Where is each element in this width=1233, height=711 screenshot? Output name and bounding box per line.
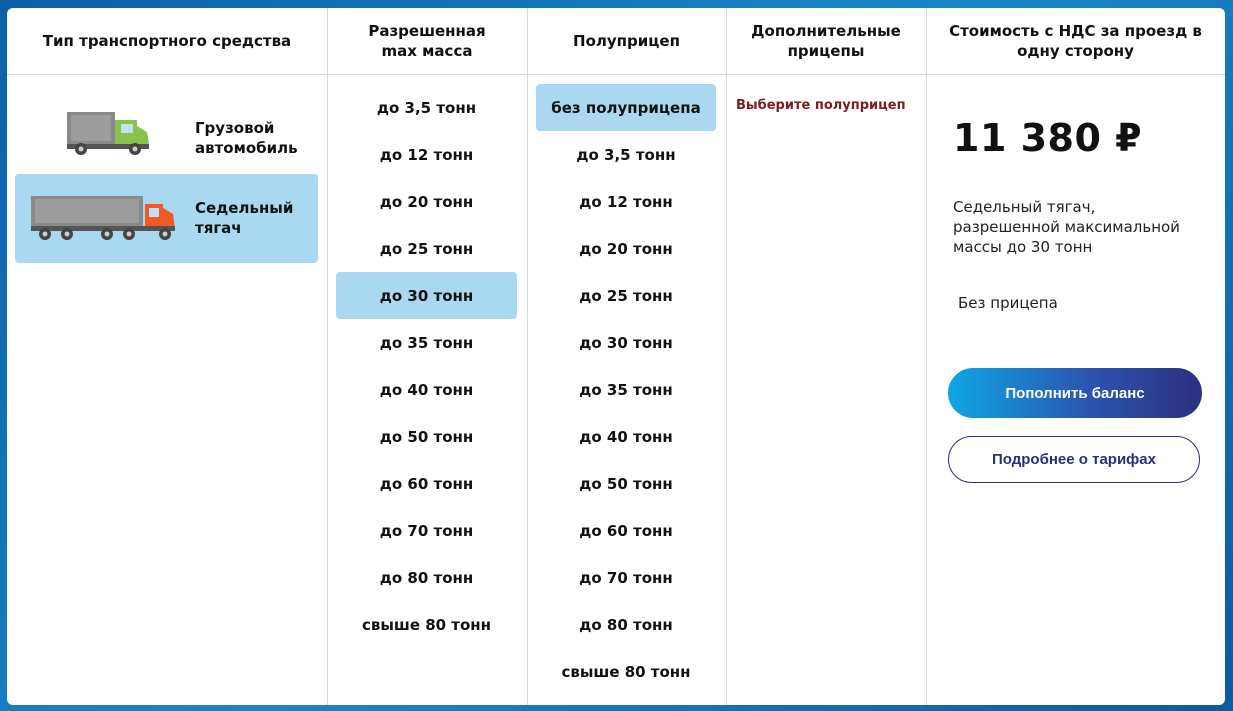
topup-balance-button[interactable]: Пополнить баланс — [948, 368, 1202, 418]
vehicle-type-header: Тип транспортного средства — [7, 8, 327, 75]
semitrailer-column — [527, 8, 727, 705]
extra-trailers-header: Дополнительные прицепы — [726, 8, 926, 75]
max-mass-column — [327, 8, 528, 705]
semitrailer-option[interactable]: до 50 тонн — [579, 474, 673, 493]
max-mass-option[interactable]: до 60 тонн — [379, 474, 474, 493]
max-mass-option[interactable]: до 30 тонн — [336, 272, 517, 319]
max-mass-option[interactable]: свыше 80 тонн — [361, 615, 492, 634]
vehicle-label-truck: Грузовой автомобиль — [195, 119, 298, 157]
semitrailer-option[interactable]: до 60 тонн — [579, 521, 673, 540]
semitrailer-option[interactable]: до 30 тонн — [579, 333, 673, 352]
vehicle-type-column — [7, 8, 328, 705]
semitrailer-option[interactable]: до 35 тонн — [579, 380, 673, 399]
tractor-trailer-icon — [29, 192, 179, 244]
max-mass-option[interactable]: до 40 тонн — [379, 380, 474, 399]
semitrailer-option[interactable]: свыше 80 тонн — [561, 662, 691, 681]
semitrailer-option[interactable]: до 20 тонн — [579, 239, 673, 258]
semitrailer-option[interactable]: без полуприцепа — [536, 84, 716, 131]
cost-column — [926, 8, 1225, 705]
max-mass-option[interactable]: до 70 тонн — [379, 521, 474, 540]
semitrailer-option[interactable]: до 25 тонн — [579, 286, 673, 305]
trailer-info: Без прицепа — [958, 294, 1058, 312]
extra-trailers-column — [726, 8, 927, 705]
price-value: 11 380 ₽ — [953, 116, 1143, 160]
extra-trailers-hint: Выберите полуприцеп — [736, 98, 906, 113]
cost-header: Стоимость с НДС за проезд в одну сторону — [926, 8, 1225, 75]
vehicle-option-truck[interactable] — [15, 94, 318, 183]
max-mass-option[interactable]: до 80 тонн — [379, 568, 474, 587]
max-mass-option[interactable]: до 20 тонн — [379, 192, 474, 211]
semitrailer-header: Полуприцеп — [527, 8, 726, 75]
max-mass-option[interactable]: до 50 тонн — [379, 427, 474, 446]
tariffs-details-button[interactable]: Подробнее о тарифах — [948, 436, 1200, 483]
vehicle-option-tractor[interactable] — [15, 174, 318, 263]
max-mass-option[interactable]: до 3,5 тонн — [376, 98, 477, 117]
semitrailer-option[interactable]: до 3,5 тонн — [576, 145, 676, 164]
tariff-calculator — [7, 8, 1225, 705]
price-description: Седельный тягач, разрешенной максимальной массы до 30 тонн — [953, 198, 1180, 256]
max-mass-header: Разрешенная max масса — [327, 8, 527, 75]
semitrailer-option[interactable]: до 80 тонн — [579, 615, 673, 634]
max-mass-option[interactable]: до 25 тонн — [379, 239, 474, 258]
semitrailer-option[interactable]: до 40 тонн — [579, 427, 673, 446]
vehicle-label-tractor: Седельный тягач — [195, 199, 294, 237]
semitrailer-option[interactable]: до 12 тонн — [579, 192, 673, 211]
max-mass-option[interactable]: до 35 тонн — [379, 333, 474, 352]
semitrailer-option[interactable]: до 70 тонн — [579, 568, 673, 587]
truck-icon — [65, 106, 157, 156]
max-mass-option[interactable]: до 12 тонн — [379, 145, 474, 164]
